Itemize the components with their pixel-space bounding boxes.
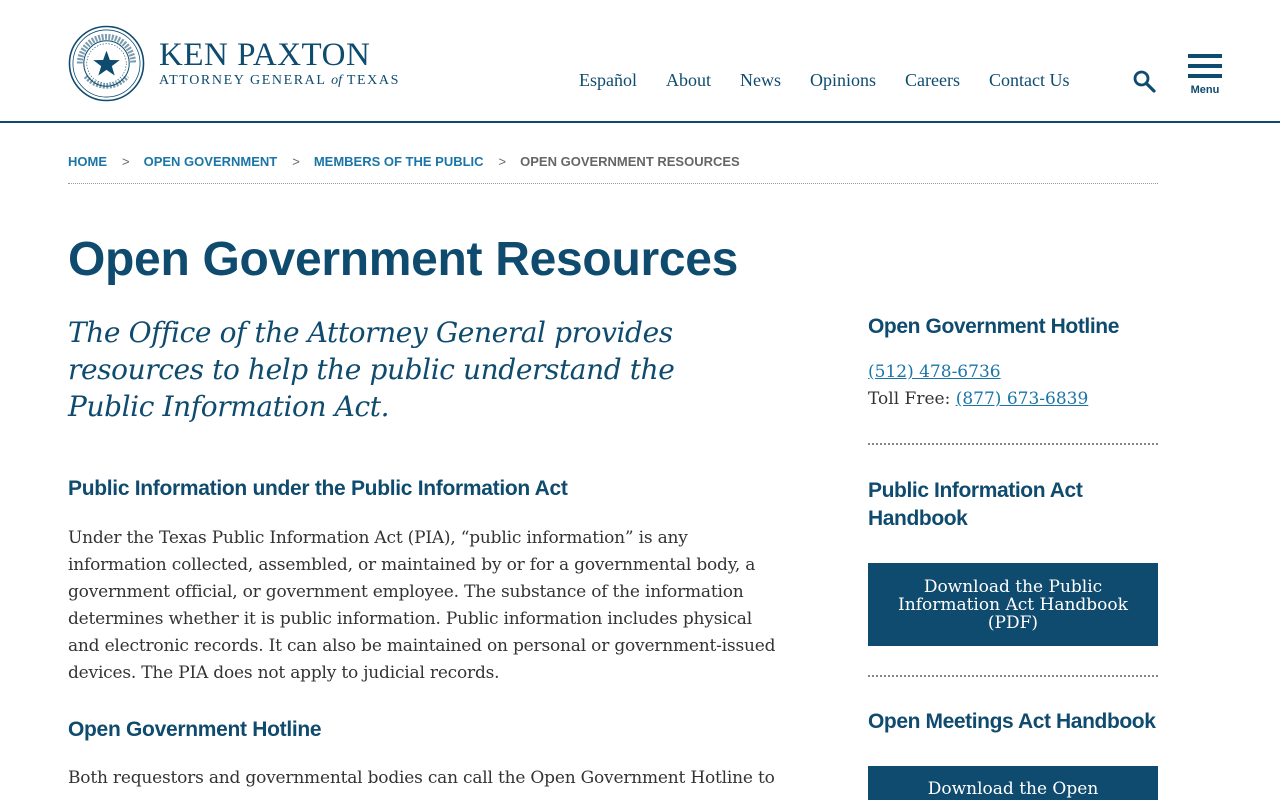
main-nav bbox=[579, 70, 1098, 91]
page-title: Open Government Resources bbox=[68, 233, 739, 286]
hamburger-icon bbox=[1188, 54, 1222, 58]
menu-button[interactable] bbox=[1186, 54, 1224, 98]
sidebar-divider bbox=[868, 443, 1158, 445]
hamburger-bar bbox=[1188, 74, 1222, 78]
search-button[interactable] bbox=[1132, 69, 1156, 93]
download-pia-handbook-button[interactable]: Download the Public Information Act Handbook (PDF) bbox=[868, 563, 1158, 646]
hotline-phone-link[interactable]: (512) 478-6736 bbox=[868, 362, 1001, 382]
toll-free-label: Toll Free: bbox=[868, 389, 951, 409]
section-heading-hotline: Open Government Hotline bbox=[68, 718, 322, 741]
breadcrumb-members-of-the-public[interactable]: MEMBERS OF THE PUBLIC bbox=[313, 154, 484, 169]
breadcrumb-current: OPEN GOVERNMENT RESOURCES bbox=[520, 154, 740, 169]
logo-name: KEN PAXTON bbox=[159, 37, 371, 73]
section-body-public-information: Under the Texas Public Information Act (PIA), “public information” is any information collected, assembled, or maintained by or for a governmental body, a government official, or government employee. The substance of the information determines whether it is public information. Public information includes physical and electronic records. It can also be maintained on personal or government-issued devices. The PIA does not apply to judicial records. bbox=[68, 528, 776, 683]
breadcrumb-separator: > bbox=[122, 154, 130, 169]
nav-opinions[interactable]: Opinions bbox=[810, 70, 877, 90]
site-logo[interactable] bbox=[68, 25, 400, 102]
logo-sub-ag: ATTORNEY GENERAL bbox=[159, 73, 327, 88]
section-body-hotline: Both requestors and governmental bodies can call the Open Government Hotline to bbox=[68, 768, 775, 788]
nav-careers[interactable]: Careers bbox=[905, 70, 960, 90]
state-seal-icon bbox=[68, 25, 145, 102]
sidebar-hotline-heading: Open Government Hotline bbox=[868, 315, 1119, 338]
nav-news[interactable]: News bbox=[740, 70, 781, 90]
nav-contact-us[interactable]: Contact Us bbox=[988, 70, 1070, 90]
breadcrumb bbox=[68, 154, 1158, 184]
section-heading-public-information: Public Information under the Public Information Act bbox=[68, 477, 568, 500]
breadcrumb-home[interactable]: HOME bbox=[68, 154, 107, 169]
breadcrumb-separator: > bbox=[498, 154, 507, 169]
menu-label: Menu bbox=[1190, 84, 1220, 96]
sidebar-divider bbox=[868, 675, 1158, 677]
nav-espanol[interactable]: Español bbox=[579, 70, 637, 90]
sidebar-oma-heading: Open Meetings Act Handbook bbox=[868, 710, 1156, 733]
intro-text: The Office of the Attorney General provides resources to help the public understand the Public Information Act. bbox=[68, 316, 675, 423]
breadcrumb-open-government[interactable]: OPEN GOVERNMENT bbox=[143, 154, 278, 169]
logo-sub-texas: TEXAS bbox=[346, 73, 400, 88]
sidebar-pia-heading: Public Information Act Handbook bbox=[868, 479, 1083, 530]
logo-sub-of: of bbox=[331, 73, 343, 88]
logo-subtitle bbox=[159, 73, 400, 89]
sidebar-hotline-phone-row bbox=[868, 362, 1001, 382]
hamburger-bar bbox=[1188, 64, 1222, 68]
breadcrumb-separator: > bbox=[292, 154, 300, 169]
nav-about[interactable]: About bbox=[666, 70, 711, 90]
search-icon bbox=[1132, 69, 1156, 93]
download-oma-handbook-button[interactable]: Download the Open bbox=[868, 766, 1158, 800]
sidebar-toll-free-row bbox=[868, 389, 1088, 409]
toll-free-phone-link[interactable]: (877) 673-6839 bbox=[955, 389, 1089, 409]
site-header bbox=[0, 0, 1280, 123]
